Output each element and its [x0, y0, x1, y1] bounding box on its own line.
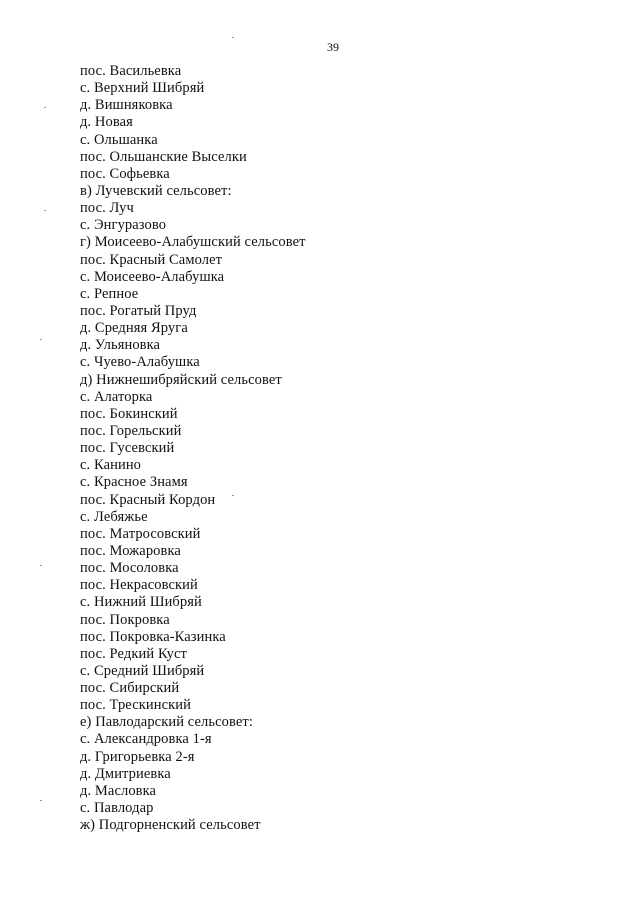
settlement-item: пос. Покровка-Казинка — [80, 628, 226, 645]
settlement-item: пос. Матросовский — [80, 525, 201, 542]
scan-speck — [40, 565, 42, 566]
page-number: 39 — [327, 40, 339, 54]
settlement-item: с. Ольшанка — [80, 131, 158, 148]
council-heading: е) Павлодарский сельсовет: — [80, 714, 253, 731]
settlement-item: пос. Красный Самолет — [80, 251, 223, 268]
settlement-item: пос. Рогатый Пруд — [80, 302, 197, 319]
scan-speck — [40, 339, 42, 340]
settlement-item: д. Вишняковка — [80, 97, 173, 114]
settlement-item: пос. Трескинский — [80, 697, 192, 714]
settlement-item: д. Ульяновка — [80, 337, 161, 354]
settlement-item: д. Новая — [80, 114, 133, 131]
settlement-item: пос. Некрасовский — [80, 577, 198, 594]
settlement-item: д. Средняя Яруга — [80, 320, 188, 337]
scan-speck — [40, 800, 42, 801]
settlement-item: пос. Ольшанские Выселки — [80, 148, 247, 165]
settlement-item: с. Красное Знамя — [80, 474, 188, 491]
settlement-item: с. Чуево-Алабушка — [80, 354, 200, 371]
settlement-item: пос. Луч — [80, 200, 134, 217]
council-heading: д) Нижнешибряйский сельсовет — [80, 371, 282, 388]
settlement-item: с. Моисеево-Алабушка — [80, 268, 225, 285]
settlement-item: д. Григорьевка 2-я — [80, 748, 195, 765]
settlement-item: пос. Софьевка — [80, 165, 170, 182]
scan-speck — [44, 210, 46, 211]
council-heading: г) Моисеево-Алабушский сельсовет — [80, 234, 306, 251]
settlement-item: пос. Бокинский — [80, 405, 178, 422]
settlement-list — [80, 63, 306, 834]
settlement-item: с. Лебяжье — [80, 508, 148, 525]
settlement-item: д. Масловка — [80, 782, 157, 799]
settlement-item: с. Павлодар — [80, 800, 154, 817]
scan-speck — [44, 107, 46, 108]
settlement-item: пос. Горельский — [80, 422, 182, 439]
settlement-item: д. Дмитриевка — [80, 765, 171, 782]
settlement-item: с. Репное — [80, 285, 139, 302]
scan-speck — [232, 37, 234, 38]
settlement-item: с. Александровка 1-я — [80, 731, 212, 748]
settlement-item: пос. Красный Кордон — [80, 491, 216, 508]
settlement-item: с. Средний Шибряй — [80, 662, 205, 679]
settlement-item: пос. Редкий Куст — [80, 645, 187, 662]
settlement-item: с. Нижний Шибряй — [80, 594, 202, 611]
settlement-item: с. Энгуразово — [80, 217, 167, 234]
settlement-item: с. Канино — [80, 457, 142, 474]
settlement-item: пос. Гусевский — [80, 440, 175, 457]
settlement-item: пос. Можаровка — [80, 542, 181, 559]
council-heading: ж) Подгорненский сельсовет — [80, 817, 261, 834]
settlement-item: пос. Сибирский — [80, 680, 180, 697]
settlement-item: пос. Васильевка — [80, 63, 182, 79]
council-heading: в) Лучевский сельсовет: — [80, 182, 232, 199]
scan-speck — [232, 495, 234, 496]
settlement-item: пос. Покровка — [80, 611, 170, 628]
settlement-item: с. Алаторка — [80, 388, 153, 405]
settlement-item: пос. Мосоловка — [80, 560, 179, 577]
settlement-item: с. Верхний Шибряй — [80, 80, 205, 97]
